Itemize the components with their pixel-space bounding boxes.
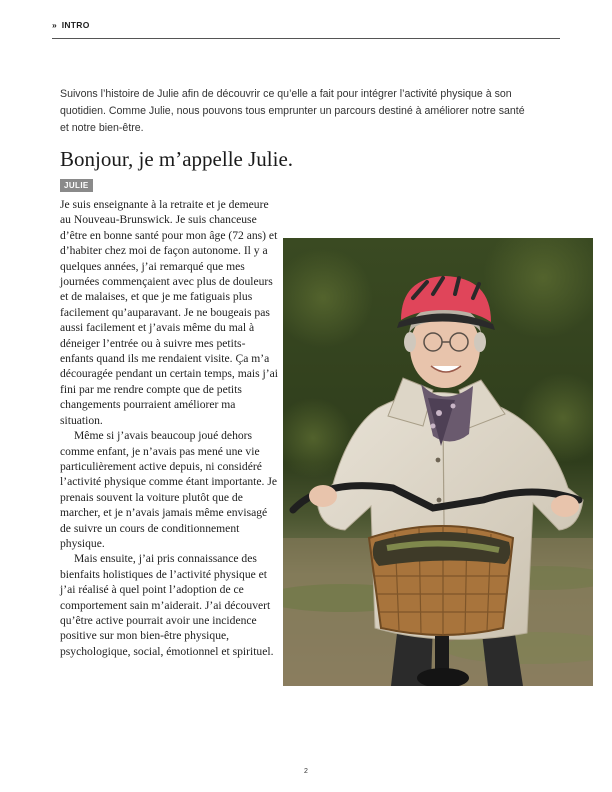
story-paragraph: Mais ensuite, j’ai pris connaissance des bienfaits holistiques de l’activité physique et j’ai réalisé à quel point l’adoption de ce comportement sain m’aiderait. J’ai découvert qu’être active pourrait avoir une incidence positive sur mon bien-être physique, psychologique, social, émotionnel et spirituel. [60, 552, 274, 658]
bicycle-basket-icon [369, 526, 513, 636]
story-body [60, 197, 278, 659]
chevron-right-icon: » [52, 20, 58, 30]
story-paragraph: Je suis enseignante à la retraite et je demeure au Nouveau-Brunswick. Je suis chanceuse d’être en bonne santé pour mon âge (72 ans) et d’habiter chez moi de façon autonome. Il y a quelques années, j’ai remarqué que mes journées commençaient avec plus de douleurs et de malaises, et que je me fatiguais plus facilement qu’auparavant. Je ne bougeais pas aussi facilement et j’avais même du mal à déneiger l’entrée ou à suivre mes petits-enfants quand ils me rendaient visite. Ça m’a découragée pendant un certain temps, mais j’ai fini par me rendre compte que de petits changements pourraient améliorer ma situation. [60, 198, 278, 427]
section-label: INTRO [61, 20, 90, 30]
page-title: Bonjour, je m’appelle Julie. [60, 147, 294, 171]
intro-paragraph: Suivons l’histoire de Julie afin de découvrir ce qu’elle a fait pour intégrer l’activité physique à son quotidien. Comme Julie, nous pouvons tous emprunter un parcours destiné à améliorer notre santé et notre bien-être. [60, 88, 525, 135]
page-number: 2 [304, 768, 308, 775]
photo-julie-cycling [283, 238, 593, 686]
story-paragraph: Même si j’avais beaucoup joué dehors comme enfant, je n’avais pas mené une vie particulièrement active depuis, ni considéré l’activité physique comme étant importante. Je prenais souvent la voiture plutôt que de marcher, et je n’avais jamais même envisagé de suivre un cours de conditionnement physique. [60, 429, 277, 550]
section-header [52, 20, 560, 39]
name-badge: JULIE [60, 179, 93, 192]
